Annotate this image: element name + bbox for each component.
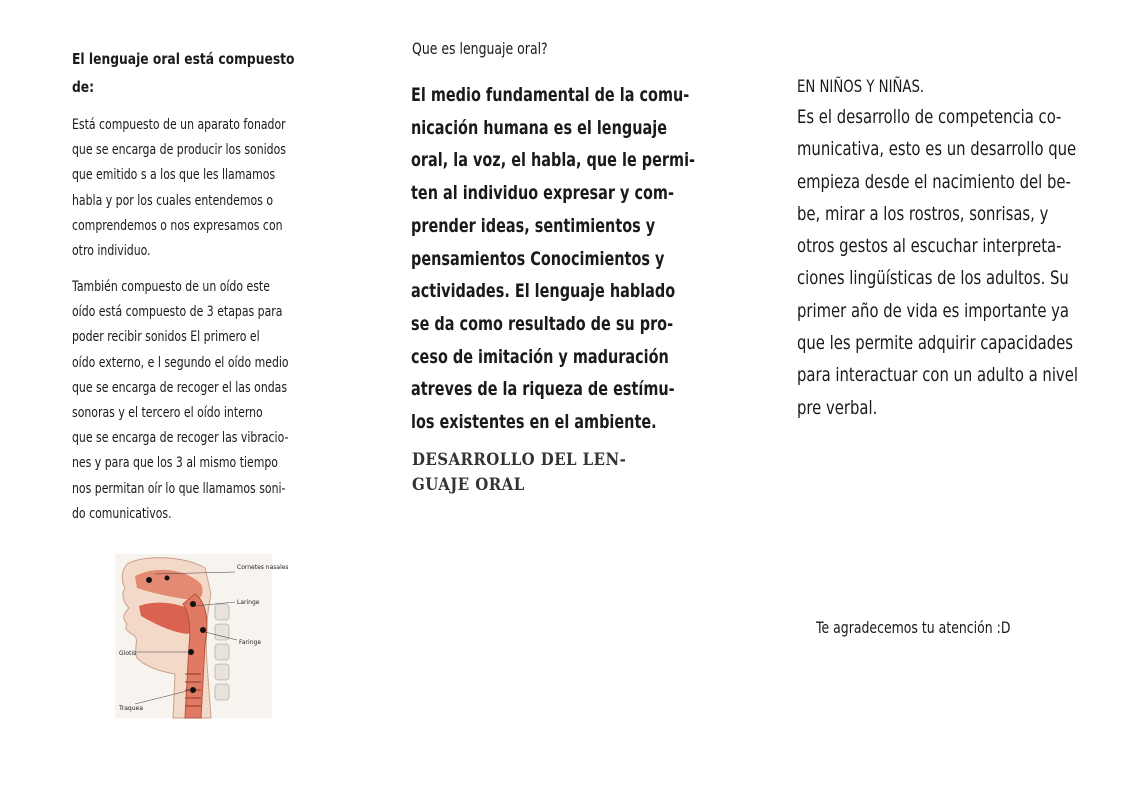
text-line: prender ideas, sentimientos y [411, 214, 656, 237]
text-line: También compuesto de un oído este [72, 279, 270, 295]
vocal-tract-illustration [115, 554, 289, 718]
development-paragraph [797, 101, 1078, 424]
text-line: que emitido s a los que les llamamos [72, 167, 276, 184]
paragraph-vocal-apparatus [72, 113, 286, 264]
text-line: Es el desarrollo de competencia co- [797, 106, 1062, 128]
text-line: primer año de vida es importante ya [797, 299, 1070, 322]
text-line: actividades. El lenguaje hablado [411, 280, 676, 303]
text-line: ten al individuo expresar y com- [411, 182, 674, 205]
text-line: poder recibir sonidos El primero el [72, 329, 260, 346]
section-heading-development [412, 448, 626, 498]
text-line: que se encarga de recoger las vibracio- [72, 430, 289, 447]
text-line: nos permitan oír lo que llamamos soni- [72, 480, 286, 497]
text-line: empieza desde el nacimiento del be- [797, 170, 1071, 193]
heading-line: DESARROLLO DEL LEN- [412, 450, 627, 470]
heading-line: GUAJE ORAL [412, 475, 525, 495]
thanks-note: Te agradecemos tu atención :D [816, 618, 1011, 637]
text-line: que les permite adquirir capacidades [797, 332, 1073, 355]
text-line: pensamientos Conocimientos y [411, 247, 665, 270]
text-line: be, mirar a los rostros, sonrisas, y [797, 202, 1049, 225]
title-line: El lenguaje oral está compuesto [72, 50, 295, 68]
text-line: otros gestos al escuchar interpreta- [797, 235, 1062, 258]
text-line: oral, la voz, el habla, que le permi- [411, 149, 696, 172]
text-line: municativa, esto es un desarrollo que [797, 138, 1077, 161]
question-heading: Que es lenguaje oral? [412, 39, 548, 58]
text-line: pre verbal. [797, 396, 878, 419]
label-laringe: Laringe [237, 599, 260, 606]
definition-paragraph [411, 79, 695, 439]
label-glotis: Glotis [119, 650, 137, 657]
section-title-children: EN NIÑOS Y NIÑAS. [797, 77, 925, 97]
label-cornetes: Cornetes nasales [237, 564, 289, 571]
text-line: que se encarga de recoger el las ondas [72, 379, 288, 396]
text-line: que se encarga de producir los sonidos [72, 142, 286, 159]
section-title-composition [72, 45, 295, 101]
text-line: Está compuesto de un aparato fonador [72, 117, 286, 133]
text-line: comprendemos o nos expresamos con [72, 217, 283, 234]
spine [215, 604, 229, 700]
text-line: los existentes en el ambiente. [411, 411, 657, 434]
text-line: otro individuo. [72, 243, 151, 260]
text-line: se da como resultado de su pro- [411, 312, 674, 335]
text-line: El medio fundamental de la comu- [411, 84, 690, 106]
text-line: atreves de la riqueza de estímu- [411, 378, 675, 401]
label-traquea: Traquea [119, 705, 143, 712]
text-line: sonoras y el tercero el oído interno [72, 405, 263, 422]
text-line: oído externo, e l segundo el oído medio [72, 354, 289, 371]
text-line: nicación humana es el lenguaje [411, 116, 667, 139]
text-line: do comunicativos. [72, 505, 172, 522]
text-line: ciones lingüísticas de los adultos. Su [797, 267, 1069, 290]
label-faringe: Faringe [239, 639, 262, 646]
text-line: oído está compuesto de 3 etapas para [72, 304, 283, 321]
text-line: habla y por los cuales entendemos o [72, 192, 274, 209]
text-line: nes y para que los 3 al mismo tiempo [72, 455, 278, 472]
title-line: de: [72, 78, 95, 96]
text-line: para interactuar con un adulto a nivel [797, 364, 1078, 387]
paragraph-ear [72, 275, 289, 527]
text-line: ceso de imitación y maduración [411, 345, 669, 368]
